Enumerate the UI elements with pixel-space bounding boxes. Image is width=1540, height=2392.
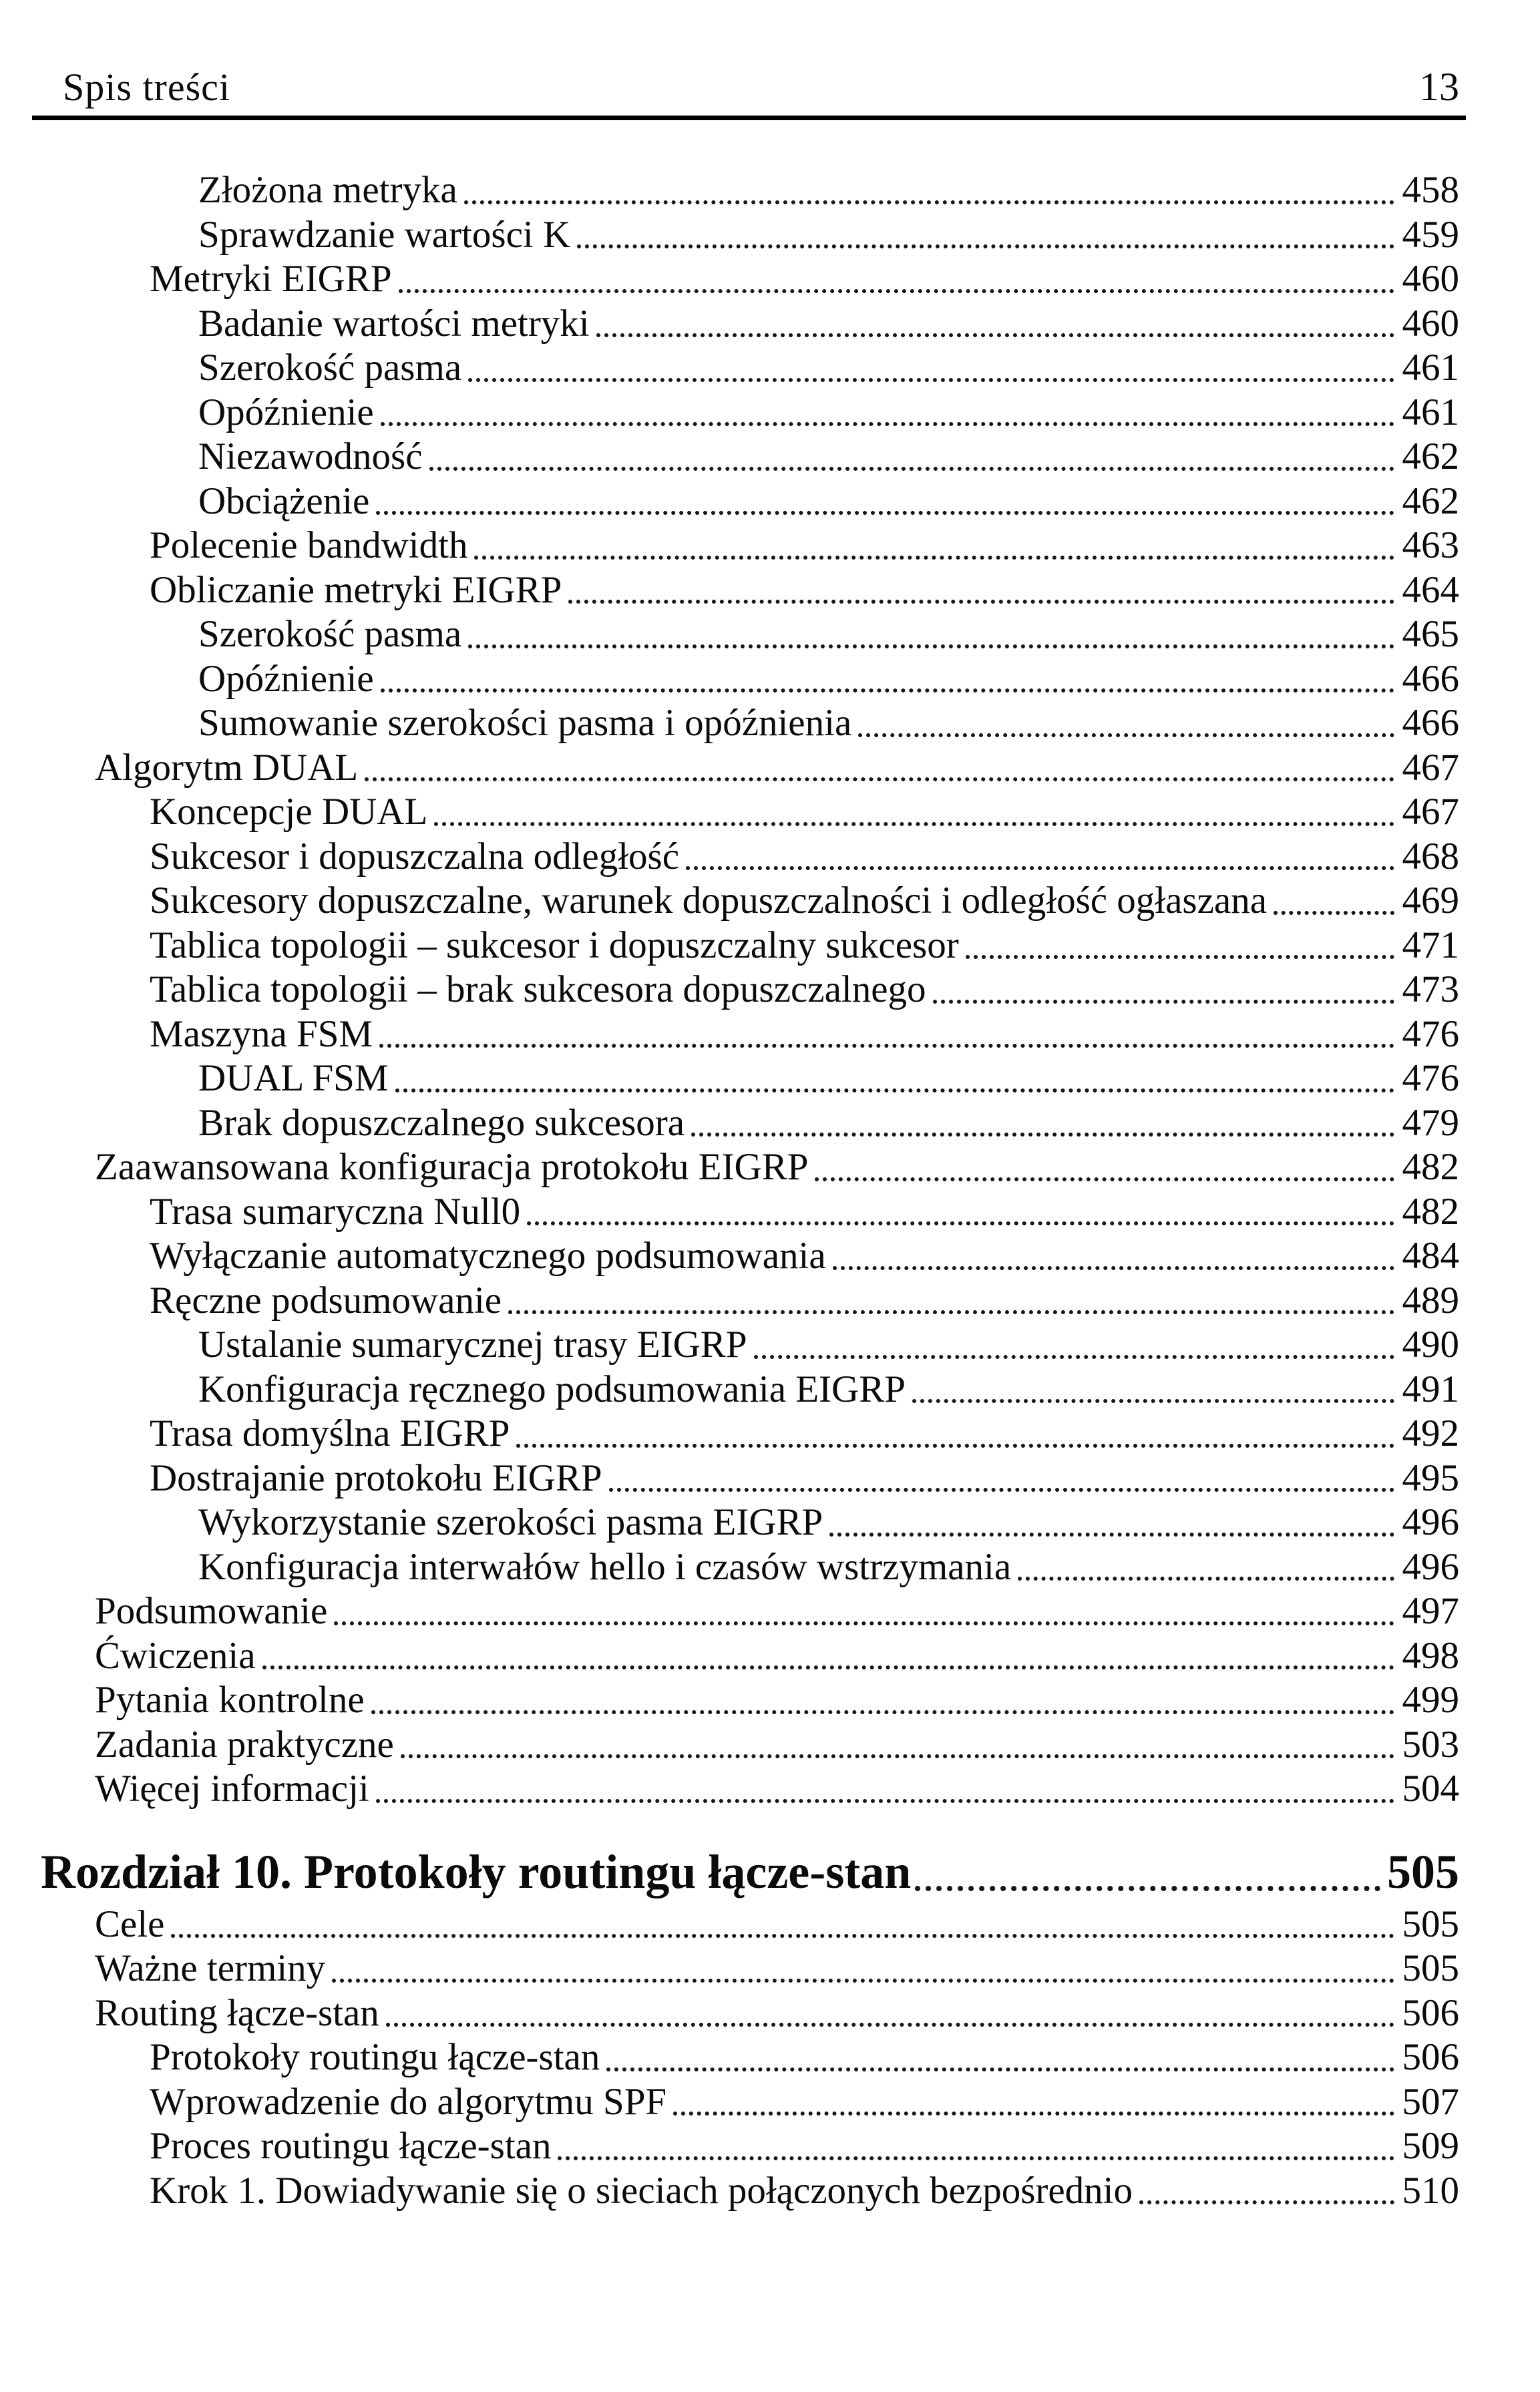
toc-entry-label: Tablica topologii – brak sukcesora dopuszczalnego [150, 968, 926, 1010]
toc-entry [0, 479, 1459, 524]
dot-leader [602, 1456, 1402, 1501]
toc-entry [0, 1947, 1459, 1991]
toc-entry [0, 1101, 1459, 1146]
toc-entry-page: 482 [1402, 1146, 1459, 1188]
toc-entry-label: Rozdział 10. Protokoły routingu łącze-stan [41, 1844, 912, 1899]
dot-leader [1011, 1545, 1402, 1590]
toc-entry-label: Pytania kontrolne [95, 1679, 365, 1721]
dot-leader [1133, 2169, 1402, 2214]
toc-entry-page: 505 [1402, 1903, 1459, 1945]
toc-entry-page: 458 [1402, 169, 1459, 211]
dot-leader [959, 924, 1402, 968]
toc-entry-page: 461 [1402, 347, 1459, 389]
toc-entry-page: 466 [1402, 657, 1459, 700]
toc-entry-page: 463 [1402, 524, 1459, 566]
toc-entry-label: Zaawansowana konfiguracja protokołu EIGRP [95, 1146, 809, 1188]
toc-entry [0, 213, 1459, 258]
toc-entry [0, 2035, 1459, 2080]
toc-entry [0, 1412, 1459, 1456]
toc-entry-label: Opóźnienie [198, 657, 374, 700]
dot-leader [510, 1412, 1402, 1456]
toc-entry [0, 1234, 1459, 1279]
dot-leader [369, 1767, 1402, 1812]
dot-leader [164, 1903, 1402, 1947]
toc-entry-page: 495 [1402, 1456, 1459, 1499]
toc-entry-page: 461 [1402, 391, 1459, 433]
dot-leader [467, 524, 1402, 568]
toc-entry [0, 1190, 1459, 1235]
toc-entry [0, 1678, 1459, 1723]
dot-leader [461, 346, 1402, 391]
toc-entry-label: Wykorzystanie szerokości pasma EIGRP [198, 1501, 823, 1543]
toc-entry-label: Podsumowanie [95, 1590, 328, 1632]
toc-entry [0, 835, 1459, 879]
toc-entry [0, 568, 1459, 613]
toc-entry [0, 2080, 1459, 2125]
toc-entry [0, 924, 1459, 968]
toc-entry-label: Routing łącze-stan [95, 1991, 379, 2034]
toc-entry-page: 479 [1402, 1101, 1459, 1144]
toc-entry-label: Szerokość pasma [198, 613, 462, 655]
toc-entry-label: Ręczne podsumowanie [150, 1279, 502, 1322]
dot-leader [427, 790, 1402, 835]
dot-leader [851, 701, 1402, 746]
toc-entry [0, 257, 1459, 302]
toc-entry-label: Wyłączanie automatycznego podsumowania [150, 1235, 826, 1277]
toc-entry-page: 496 [1402, 1501, 1459, 1543]
toc-entry-label: Zadania praktyczne [95, 1723, 394, 1766]
toc-entry-page: 496 [1402, 1545, 1459, 1588]
toc-entry-label: Sukcesor i dopuszczalna odległość [150, 835, 680, 877]
toc-entry [0, 1012, 1459, 1057]
toc-entry-page: 484 [1402, 1235, 1459, 1277]
toc-entry [0, 746, 1459, 791]
toc-entry [0, 1501, 1459, 1545]
header-rule [32, 116, 1466, 120]
toc-entry-page: 460 [1402, 302, 1459, 345]
toc-entry-page: 506 [1402, 2036, 1459, 2078]
dot-leader [325, 1947, 1402, 1991]
dot-leader [502, 1279, 1402, 1324]
toc-entry-label: Obliczanie metryki EIGRP [150, 568, 562, 611]
dot-leader [379, 1991, 1402, 2036]
toc-entry [0, 1456, 1459, 1501]
dot-leader [826, 1234, 1402, 1279]
toc-entry-label: Cele [95, 1903, 165, 1945]
dot-leader [926, 968, 1402, 1012]
toc-entry [0, 1145, 1459, 1190]
toc-entry [0, 2124, 1459, 2169]
toc-entry-label: Sprawdzanie wartości K [198, 213, 571, 256]
toc-entry-label: Konfiguracja ręcznego podsumowania EIGRP [198, 1368, 906, 1410]
page-title: Spis treści [63, 65, 231, 109]
toc-entry-page: 505 [1402, 1947, 1459, 1989]
toc-entry [0, 701, 1459, 746]
toc-entry-label: Algorytm DUAL [95, 746, 359, 789]
toc-entry [0, 1767, 1459, 1812]
toc-entry [0, 2169, 1459, 2214]
toc-entry [0, 879, 1459, 924]
toc-entry [0, 391, 1459, 435]
toc-entry-label: Szerokość pasma [198, 347, 462, 389]
toc-entry [0, 1368, 1459, 1412]
toc-entry-page: 491 [1402, 1368, 1459, 1410]
toc-entry-page: 465 [1402, 613, 1459, 655]
toc-entry-page: 507 [1402, 2080, 1459, 2123]
toc-entry-page: 471 [1402, 924, 1459, 966]
toc-entry [0, 1056, 1459, 1101]
dot-leader [685, 1101, 1402, 1146]
toc-entry-page: 497 [1402, 1590, 1459, 1632]
toc-entry-label: Maszyna FSM [150, 1012, 373, 1055]
toc-entry-label: Polecenie bandwidth [150, 524, 468, 566]
toc-entry-label: Metryki EIGRP [150, 258, 392, 300]
toc-entry-page: 476 [1402, 1012, 1459, 1055]
toc-entry-label: Tablica topologii – sukcesor i dopuszczalny sukcesor [150, 924, 959, 966]
toc-entry-label: Koncepcje DUAL [150, 791, 428, 833]
toc-entry [0, 1279, 1459, 1324]
dot-leader [374, 657, 1402, 702]
toc-entry [0, 1723, 1459, 1768]
toc-entry-label: Złożona metryka [198, 169, 457, 211]
toc-entry-page: 468 [1402, 835, 1459, 877]
dot-leader [906, 1368, 1402, 1412]
toc-entry [0, 1589, 1459, 1634]
toc-entry-label: Sumowanie szerokości pasma i opóźnienia [198, 702, 852, 744]
toc-chapter-entry [0, 1841, 1459, 1903]
toc-entry [0, 435, 1459, 479]
toc-entry-page: 476 [1402, 1057, 1459, 1099]
dot-leader [666, 2080, 1402, 2125]
toc-entry-label: Niezawodność [198, 435, 423, 477]
toc-entry-page: 462 [1402, 479, 1459, 522]
toc-entry-label: Badanie wartości metryki [198, 302, 590, 345]
toc-entry-page: 498 [1402, 1634, 1459, 1677]
running-header [32, 64, 1459, 110]
toc-entry-page: 467 [1402, 791, 1459, 833]
toc-entry-label: Sukcesory dopuszczalne, warunek dopuszczalności i odległość ogłaszana [150, 879, 1268, 922]
toc-entry-page: 464 [1402, 568, 1459, 611]
dot-leader [392, 257, 1402, 302]
toc-entry-label: Krok 1. Dowiadywanie się o sieciach połączonych bezpośrednio [150, 2169, 1133, 2212]
toc-entry-label: Obciążenie [198, 479, 370, 522]
toc-entry [0, 1903, 1459, 1947]
toc-entry-page: 466 [1402, 702, 1459, 744]
dot-leader [570, 213, 1402, 258]
dot-leader [590, 302, 1402, 347]
dot-leader [365, 1678, 1402, 1723]
toc-entry-page: 469 [1402, 879, 1459, 922]
toc-entry [0, 790, 1459, 835]
toc-entry-page: 503 [1402, 1723, 1459, 1766]
toc-entry [0, 524, 1459, 568]
toc-entry-page: 459 [1402, 213, 1459, 256]
dot-leader [562, 568, 1402, 613]
toc-entry-page: 504 [1402, 1768, 1459, 1810]
toc-entry-page: 482 [1402, 1190, 1459, 1233]
toc-entry-label: Wprowadzenie do algorytmu SPF [150, 2080, 667, 2123]
toc-entry-label: Ćwiczenia [95, 1634, 256, 1677]
toc-entry [0, 1323, 1459, 1368]
dot-leader [457, 168, 1402, 213]
toc-entry-page: 505 [1387, 1844, 1459, 1899]
toc-entry-label: Proces routingu łącze-stan [150, 2125, 552, 2167]
toc-entry [0, 346, 1459, 391]
toc-entry [0, 1545, 1459, 1590]
toc-entry-label: Brak dopuszczalnego sukcesora [198, 1101, 685, 1144]
toc-entry [0, 1634, 1459, 1679]
dot-leader [520, 1190, 1402, 1235]
dot-leader [374, 391, 1402, 435]
toc-entry-page: 460 [1402, 258, 1459, 300]
toc-entry-label: Konfiguracja interwałów hello i czasów wstrzymania [198, 1545, 1012, 1588]
dot-leader [423, 435, 1402, 479]
toc-entry-label: DUAL FSM [198, 1057, 389, 1099]
dot-leader [679, 835, 1402, 879]
dot-leader [747, 1323, 1402, 1368]
toc-entry [0, 657, 1459, 702]
toc-entry [0, 1991, 1459, 2036]
dot-leader [808, 1145, 1402, 1190]
toc-entry-page: 499 [1402, 1679, 1459, 1721]
dot-leader [394, 1723, 1402, 1768]
toc-entry-label: Więcej informacji [95, 1768, 369, 1810]
toc-entry [0, 968, 1459, 1012]
toc-entry-label: Protokoły routingu łącze-stan [150, 2036, 600, 2078]
dot-leader [256, 1634, 1402, 1679]
dot-leader [389, 1056, 1402, 1101]
toc-entry-label: Trasa domyślna EIGRP [150, 1412, 510, 1454]
dot-leader [373, 1012, 1402, 1057]
dot-leader [358, 746, 1402, 791]
toc-entry-page: 473 [1402, 968, 1459, 1010]
dot-leader [551, 2124, 1402, 2169]
toc-entry [0, 302, 1459, 347]
toc-entry-page: 509 [1402, 2125, 1459, 2167]
toc-entry-page: 510 [1402, 2169, 1459, 2212]
dot-leader [600, 2035, 1402, 2080]
toc-entry-label: Ustalanie sumarycznej trasy EIGRP [198, 1324, 747, 1366]
dot-leader [369, 479, 1402, 524]
dot-leader [911, 1841, 1387, 1903]
toc-entry [0, 612, 1459, 657]
toc-entry-page: 489 [1402, 1279, 1459, 1322]
toc-entry [0, 168, 1459, 213]
folio-page-number: 13 [1419, 65, 1459, 109]
dot-leader [823, 1501, 1402, 1545]
toc-entry-page: 506 [1402, 1991, 1459, 2034]
toc-list [0, 168, 1459, 2213]
toc-entry-label: Trasa sumaryczna Null0 [150, 1190, 521, 1233]
dot-leader [1267, 879, 1402, 924]
toc-entry-page: 467 [1402, 746, 1459, 789]
toc-entry-page: 490 [1402, 1324, 1459, 1366]
toc-entry-page: 492 [1402, 1412, 1459, 1454]
toc-entry-label: Ważne terminy [95, 1947, 326, 1989]
toc-entry-label: Dostrajanie protokołu EIGRP [150, 1456, 602, 1499]
toc-entry-label: Opóźnienie [198, 391, 374, 433]
dot-leader [327, 1589, 1402, 1634]
dot-leader [461, 612, 1402, 657]
toc-entry-page: 462 [1402, 435, 1459, 477]
